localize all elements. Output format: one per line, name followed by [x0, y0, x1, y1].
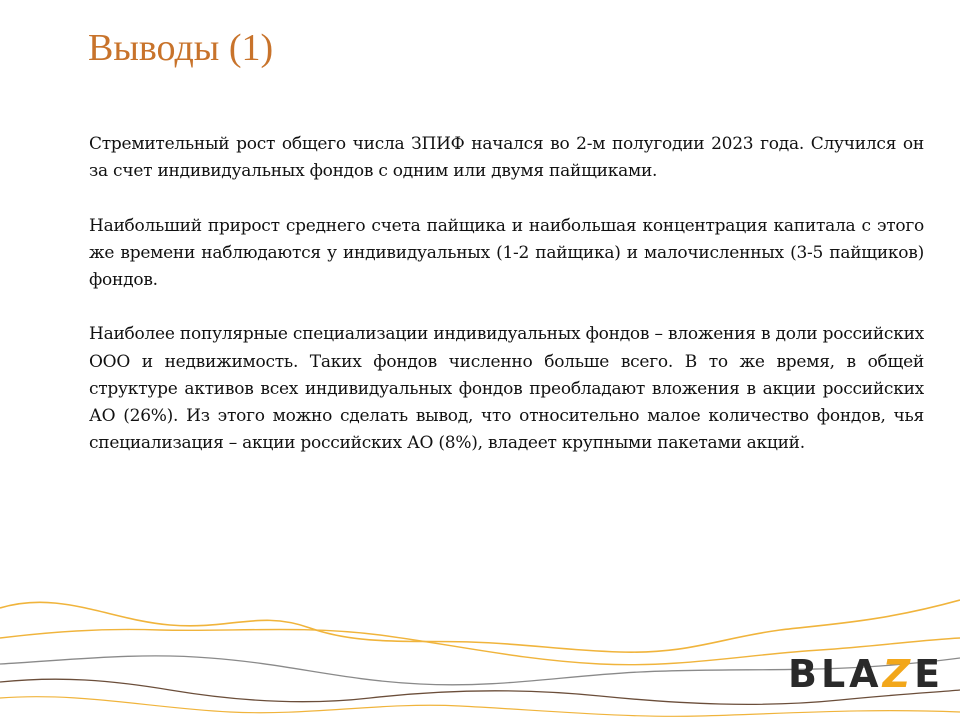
brand-logo: BLAZE [788, 652, 945, 696]
decorative-waves [0, 580, 960, 720]
paragraph-3: Наиболее популярные специализации индивидуальных фондов – вложения в доли российских ООО и недвижимость. Таких фондов численно больше всего. В то же время, в общей структуре активов всех индивидуальных фондов преобладают вложения в акции российских АО (26%). Из этого можно сделать вывод, что относительно малое количество фондов, чья специализация – акции российских АО (8%), владеет крупными пакетами акций. [89, 324, 924, 454]
paragraph-1: Стремительный рост общего числа ЗПИФ начался во 2-м полугодии 2023 года. Случился он за счет индивидуальных фондов с одним или двумя пайщиками. [89, 134, 924, 182]
wave-line [0, 697, 960, 717]
slide-title: Выводы (1) [88, 27, 274, 69]
slide-body [89, 131, 924, 485]
wave-line [0, 600, 960, 652]
paragraph-2: Наибольший прирост среднего счета пайщика и наибольшая концентрация капитала с этого же времени наблюдаются у индивидуальных (1-2 пайщика) и малочисленных (3-5 пайщиков) фондов. [89, 215, 924, 290]
